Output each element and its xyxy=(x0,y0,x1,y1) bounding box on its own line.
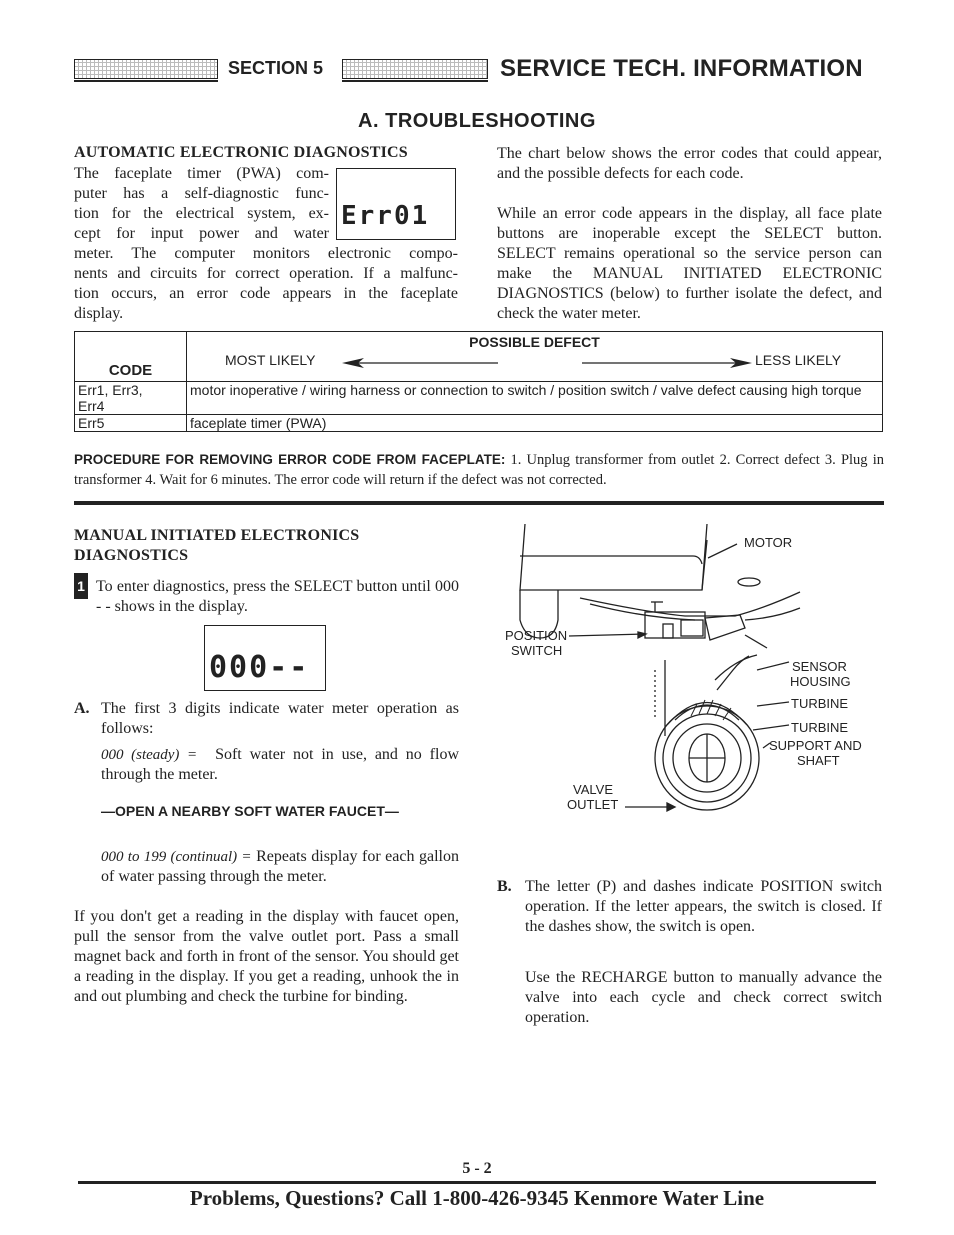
error-display-text: Err01 xyxy=(341,201,430,231)
auto-diag-line: cept for input power and water xyxy=(74,225,329,242)
label-sensor-2: HOUSING xyxy=(790,674,851,689)
recharge-text: Use the RECHARGE button to manually advance the valve into each cycle and check correct switch operation. xyxy=(525,969,882,1026)
table-row xyxy=(75,382,883,415)
no-reading-text: If you don't get a reading in the display with faucet open, pull the sensor from the valve outlet port. Pass a small magnet back and forth in front of the sensor. You should get a reading in the display. If you get a reading, unhook the in and out plumbing and check the turbine for binding. xyxy=(74,908,459,1005)
arrow-right-icon xyxy=(582,356,752,370)
procedure-text: 1. Unplug transformer from outlet 2. Correct defect 3. Plug in transformer 4. Wait for 6 minutes. The error code will return if the defect was not corrected. xyxy=(74,452,885,488)
label-motor: MOTOR xyxy=(744,535,793,550)
procedure xyxy=(74,450,884,490)
page-title: SERVICE TECH. INFORMATION xyxy=(500,55,863,82)
chart-intro-para1: The chart below shows the error codes that could appear, and the possible defects for each code. xyxy=(497,145,882,182)
auto-diag-line: puter has a self-diagnostic func- xyxy=(74,185,329,202)
faucet-heading: —OPEN A NEARBY SOFT WATER FAUCET— xyxy=(101,803,399,819)
auto-diag-heading: AUTOMATIC ELECTRONIC DIAGNOSTICS xyxy=(74,144,408,161)
error-display xyxy=(336,168,456,240)
error-code-cell: Err1, Err3, Err4 xyxy=(75,382,187,415)
manual-diag-heading-line2: DIAGNOSTICS xyxy=(74,547,189,564)
error-code-cell: Err5 xyxy=(75,415,187,432)
label-position-switch-2: SWITCH xyxy=(511,643,563,658)
possible-defect-title: POSSIBLE DEFECT xyxy=(469,334,600,350)
footer-text: Problems, Questions? Call 1-800-426-9345 Kenmore Water Line xyxy=(189,1186,765,1210)
manual-diag-heading-line1: MANUAL INITIATED ELECTRONICS xyxy=(74,527,360,544)
a-text: The first 3 digits indicate water meter operation as follows: xyxy=(101,700,459,737)
procedure-label: PROCEDURE FOR REMOVING ERROR CODE FROM FACEPLATE: xyxy=(74,452,506,467)
continual-description xyxy=(101,847,459,887)
auto-diag-line: display. xyxy=(74,305,124,322)
label-valve-outlet-1: VALVE xyxy=(573,782,613,797)
most-likely-label: MOST LIKELY xyxy=(225,352,316,368)
label-position-switch-1: POSITION xyxy=(505,628,568,643)
steady-text: Soft water not in use, and no flow through the meter. xyxy=(101,746,460,783)
error-code-table xyxy=(74,331,883,432)
chart-intro xyxy=(497,144,882,324)
steady-description xyxy=(101,745,459,785)
a-label: A. xyxy=(74,700,90,717)
table-header-row xyxy=(75,332,883,382)
auto-diag-line: tion occurs, an error code appears in the faceplate xyxy=(74,285,458,302)
auto-diag-line: The faceplate timer (PWA) com- xyxy=(74,165,329,182)
continual-label: 000 to 199 (continual) = xyxy=(101,849,252,865)
step-number-badge: 1 xyxy=(74,573,88,599)
defect-cell: motor inoperative / wiring harness or connection to switch / position switch / valve defect causing high torque xyxy=(187,382,883,415)
auto-diag-line: tion for the electrical system, ex- xyxy=(74,205,329,222)
section-label: SECTION 5 xyxy=(228,58,324,78)
continual-text: Repeats display for each gallon of water passing through the meter. xyxy=(101,848,459,885)
diagnostic-display-text: 000-- xyxy=(209,650,310,685)
auto-diag-line: meter. The computer monitors electronic compo- xyxy=(74,245,458,262)
diagnostic-display xyxy=(204,625,326,691)
label-sensor-1: SENSOR xyxy=(792,659,847,674)
b-text: The letter (P) and dashes indicate POSITION switch operation. If the letter appears, the switch is closed. If the dashes show, the switch is open. xyxy=(525,878,882,935)
chart-intro-para2: While an error code appears in the display, all face plate buttons are inoperable except the SELECT button. SELECT remains operational so the service person can make the MANUAL INITIATED ELECTRONIC DIAGNOSTICS (below) to further isolate the defect, and check the water meter. xyxy=(497,205,882,322)
label-valve-outlet-2: OUTLET xyxy=(567,797,619,812)
section-divider xyxy=(74,501,884,505)
defect-cell: faceplate timer (PWA) xyxy=(187,415,883,432)
code-header: CODE xyxy=(75,332,187,382)
less-likely-label: LESS LIKELY xyxy=(755,352,842,368)
label-turbine-support-1: TURBINE xyxy=(791,720,849,735)
steady-label: 000 (steady) = xyxy=(101,747,198,763)
footer-rule xyxy=(78,1181,876,1184)
header-hatch-right xyxy=(342,59,488,79)
header-hatch-left xyxy=(74,59,218,79)
page-number: 5 - 2 xyxy=(462,1160,492,1177)
table-row xyxy=(75,415,883,432)
b-label: B. xyxy=(497,878,512,895)
label-turbine-support-3: SHAFT xyxy=(797,753,840,768)
defect-header xyxy=(187,332,883,382)
label-turbine: TURBINE xyxy=(791,696,849,711)
step-1-text: To enter diagnostics, press the SELECT button until 000 - - shows in the display. xyxy=(96,578,459,615)
motor-body xyxy=(520,524,707,590)
likelihood-scale xyxy=(187,350,882,376)
label-turbine-support-2: SUPPORT AND xyxy=(769,738,862,753)
auto-diag-line: nents and circuits for correct operation. If a malfunc- xyxy=(74,265,458,282)
manual-diag-heading xyxy=(74,526,359,566)
arrow-left-icon xyxy=(342,356,502,370)
troubleshooting-heading: A. TROUBLESHOOTING xyxy=(358,110,596,132)
